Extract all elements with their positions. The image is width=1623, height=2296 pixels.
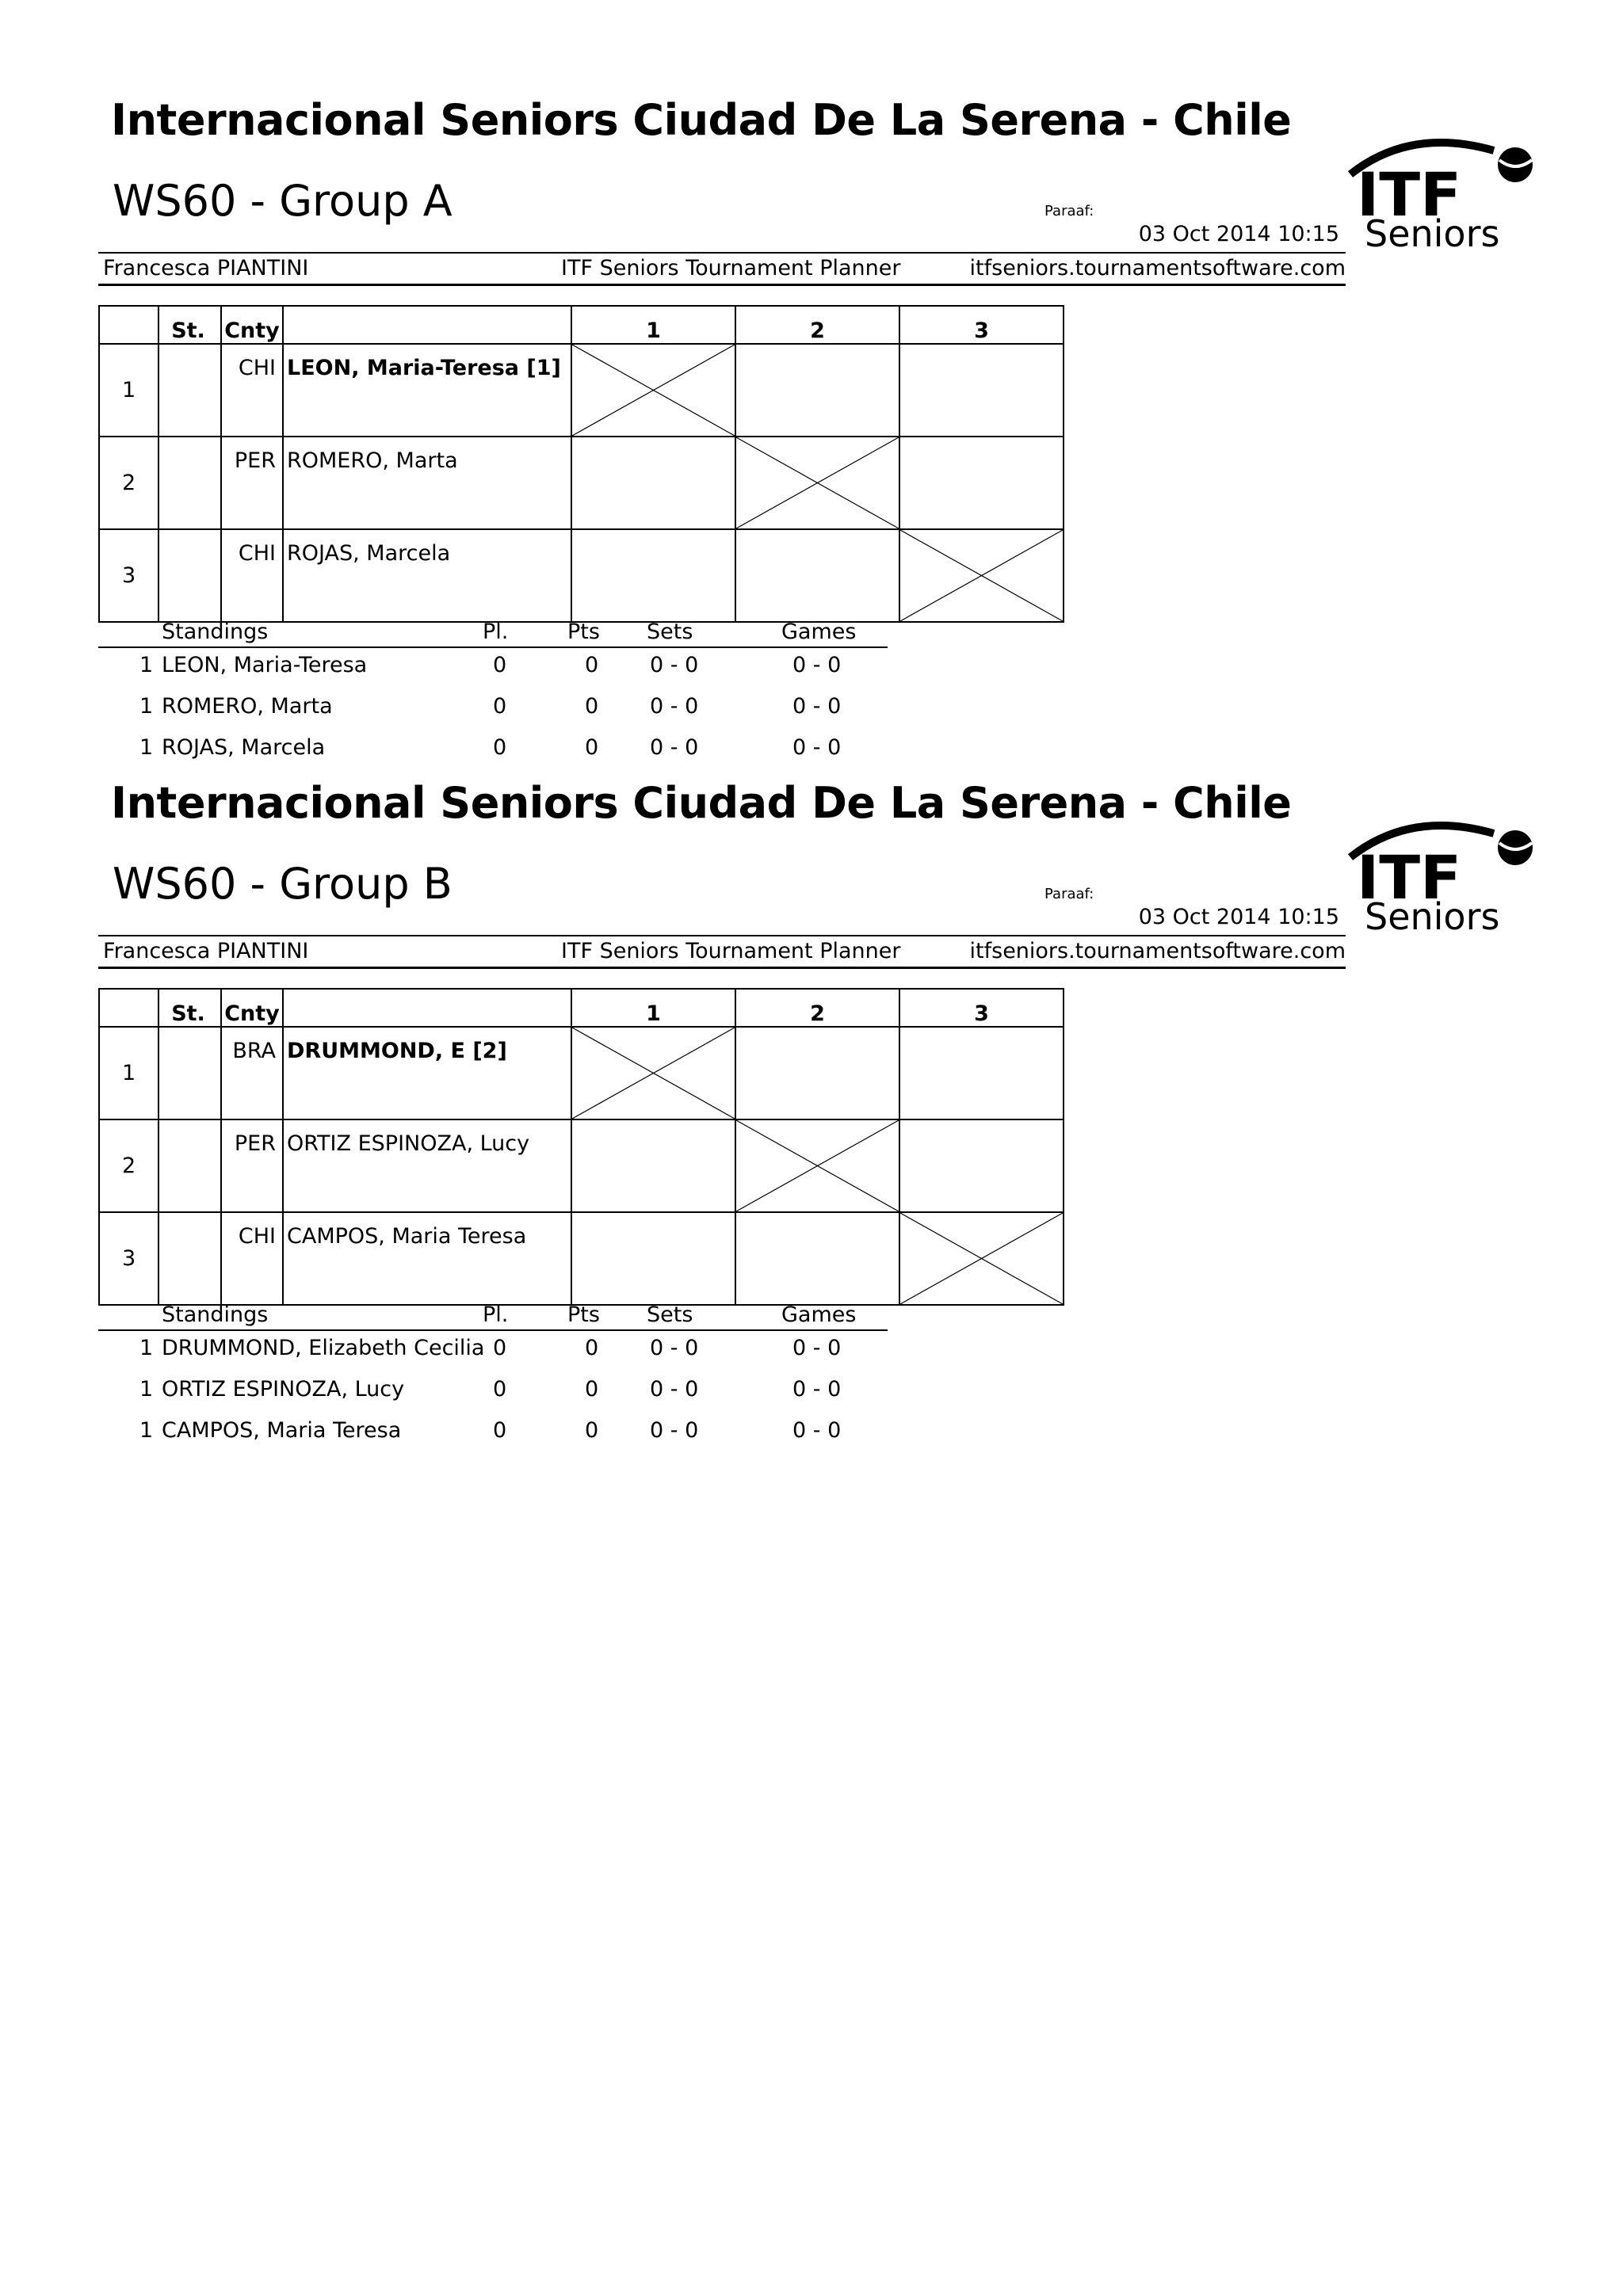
event-title: WS60 - Group B bbox=[113, 859, 453, 909]
referee-name: Francesca PIANTINI bbox=[103, 939, 309, 963]
bye-cell bbox=[571, 344, 735, 437]
player-row bbox=[99, 437, 1064, 529]
logo-text-itf: ITF bbox=[1357, 842, 1462, 913]
standings-header-sets: Sets bbox=[647, 1302, 693, 1327]
standing-played: 0 bbox=[493, 653, 507, 677]
player-country: CHI bbox=[221, 344, 283, 437]
player-country: CHI bbox=[221, 529, 283, 622]
header-player bbox=[283, 306, 571, 344]
group-section bbox=[0, 683, 1623, 1443]
event-title: WS60 - Group A bbox=[113, 176, 453, 226]
player-row bbox=[99, 529, 1064, 622]
planner-name: ITF Seniors Tournament Planner bbox=[561, 256, 901, 280]
result-cell bbox=[735, 529, 899, 622]
tournament-title: Internacional Seniors Ciudad De La Serena - Chile bbox=[111, 95, 1292, 145]
standing-played: 0 bbox=[493, 1336, 507, 1360]
standing-games: 0 - 0 bbox=[792, 1418, 842, 1443]
logo-text-seniors: Seniors bbox=[1365, 212, 1500, 255]
result-cell bbox=[899, 1027, 1064, 1119]
group-section bbox=[0, 0, 1623, 760]
standing-rank: 1 bbox=[139, 653, 154, 677]
logo-text-itf: ITF bbox=[1357, 159, 1462, 230]
standings-header-games: Games bbox=[781, 620, 857, 644]
bye-cell bbox=[899, 529, 1064, 622]
standings-header-played: Pl. bbox=[483, 620, 509, 644]
result-cell bbox=[899, 344, 1064, 437]
player-status bbox=[158, 529, 221, 622]
standing-games: 0 - 0 bbox=[792, 653, 842, 677]
header-col-2: 2 bbox=[735, 306, 899, 344]
standings-header bbox=[98, 618, 888, 648]
bye-cross-icon bbox=[736, 437, 899, 528]
header-country: Cnty bbox=[221, 306, 283, 344]
divider bbox=[98, 284, 1346, 286]
standing-rank: 1 bbox=[139, 1377, 154, 1402]
planner-name: ITF Seniors Tournament Planner bbox=[561, 939, 901, 963]
result-cell bbox=[571, 1119, 735, 1212]
standing-games: 0 - 0 bbox=[792, 735, 842, 760]
bye-cell bbox=[735, 1119, 899, 1212]
standing-points: 0 bbox=[585, 1418, 599, 1443]
bye-cross-icon bbox=[900, 1213, 1063, 1304]
player-status bbox=[158, 344, 221, 437]
header-player bbox=[283, 989, 571, 1027]
standing-played: 0 bbox=[493, 1377, 507, 1402]
result-cell bbox=[571, 529, 735, 622]
player-name: ROMERO, Marta bbox=[283, 437, 571, 529]
header-col-1: 1 bbox=[571, 306, 735, 344]
result-cell bbox=[899, 1119, 1064, 1212]
player-country: BRA bbox=[221, 1027, 283, 1119]
standing-points: 0 bbox=[585, 735, 599, 760]
draw-table bbox=[98, 305, 1064, 623]
player-seed-number: 1 bbox=[99, 1027, 158, 1119]
standings-header-points: Pts bbox=[567, 1302, 600, 1327]
standing-sets: 0 - 0 bbox=[650, 1418, 699, 1443]
standings-header-played: Pl. bbox=[483, 1302, 509, 1327]
player-country: PER bbox=[221, 1119, 283, 1212]
standings-row bbox=[98, 1336, 888, 1367]
standing-sets: 0 - 0 bbox=[650, 653, 699, 677]
player-seed-number: 3 bbox=[99, 1212, 158, 1305]
logo-text-seniors: Seniors bbox=[1365, 895, 1500, 938]
player-status bbox=[158, 1027, 221, 1119]
standings-header-points: Pts bbox=[567, 620, 600, 644]
standings-row bbox=[98, 653, 888, 685]
player-row bbox=[99, 1212, 1064, 1305]
standings-header bbox=[98, 1301, 888, 1331]
bye-cross-icon bbox=[736, 1120, 899, 1211]
standing-name: ROMERO, Marta bbox=[162, 694, 333, 719]
bye-cell bbox=[571, 1027, 735, 1119]
standing-sets: 0 - 0 bbox=[650, 1336, 699, 1360]
standing-name: DRUMMOND, Elizabeth Cecilia bbox=[162, 1336, 485, 1360]
standing-name: LEON, Maria-Teresa bbox=[162, 653, 368, 677]
result-cell bbox=[571, 1212, 735, 1305]
player-seed-number: 3 bbox=[99, 529, 158, 622]
standing-sets: 0 - 0 bbox=[650, 1377, 699, 1402]
standing-name: CAMPOS, Maria Teresa bbox=[162, 1418, 402, 1443]
player-country: CHI bbox=[221, 1212, 283, 1305]
standings-row bbox=[98, 1377, 888, 1409]
header-blank bbox=[99, 989, 158, 1027]
standing-rank: 1 bbox=[139, 1418, 154, 1443]
player-name: DRUMMOND, E [2] bbox=[283, 1027, 571, 1119]
player-row bbox=[99, 1027, 1064, 1119]
player-name: LEON, Maria-Teresa [1] bbox=[283, 344, 571, 437]
header-status: St. bbox=[158, 306, 221, 344]
standing-sets: 0 - 0 bbox=[650, 735, 699, 760]
player-row bbox=[99, 344, 1064, 437]
website-link: itfseniors.tournamentsoftware.com bbox=[969, 256, 1346, 280]
header-col-1: 1 bbox=[571, 989, 735, 1027]
standings-header-label: Standings bbox=[162, 1302, 269, 1327]
standing-rank: 1 bbox=[139, 1336, 154, 1360]
draw-header-row bbox=[99, 989, 1064, 1027]
paraaf-label: Paraaf: bbox=[1044, 203, 1094, 219]
player-seed-number: 1 bbox=[99, 344, 158, 437]
bye-cross-icon bbox=[572, 1028, 735, 1119]
print-datetime: 03 Oct 2014 10:15 bbox=[1138, 905, 1339, 929]
standing-points: 0 bbox=[585, 1336, 599, 1360]
standing-played: 0 bbox=[493, 1418, 507, 1443]
player-name: ORTIZ ESPINOZA, Lucy bbox=[283, 1119, 571, 1212]
website-link: itfseniors.tournamentsoftware.com bbox=[969, 939, 1346, 963]
bye-cell bbox=[899, 1212, 1064, 1305]
header-country: Cnty bbox=[221, 989, 283, 1027]
header-blank bbox=[99, 306, 158, 344]
player-name: CAMPOS, Maria Teresa bbox=[283, 1212, 571, 1305]
bye-cross-icon bbox=[572, 345, 735, 436]
standing-points: 0 bbox=[585, 694, 599, 719]
standing-rank: 1 bbox=[139, 735, 154, 760]
standings-row bbox=[98, 1418, 888, 1450]
divider bbox=[98, 252, 1346, 254]
standing-points: 0 bbox=[585, 653, 599, 677]
header-col-3: 3 bbox=[899, 989, 1064, 1027]
draw-header-row bbox=[99, 306, 1064, 344]
result-cell bbox=[571, 437, 735, 529]
header-col-3: 3 bbox=[899, 306, 1064, 344]
player-status bbox=[158, 437, 221, 529]
standings-header-games: Games bbox=[781, 1302, 857, 1327]
standing-points: 0 bbox=[585, 1377, 599, 1402]
bye-cross-icon bbox=[900, 530, 1063, 621]
standings-header-sets: Sets bbox=[647, 620, 693, 644]
standing-sets: 0 - 0 bbox=[650, 694, 699, 719]
standing-rank: 1 bbox=[139, 694, 154, 719]
standing-games: 0 - 0 bbox=[792, 1377, 842, 1402]
standings-header-label: Standings bbox=[162, 620, 269, 644]
paraaf-label: Paraaf: bbox=[1044, 886, 1094, 902]
referee-name: Francesca PIANTINI bbox=[103, 256, 309, 280]
player-country: PER bbox=[221, 437, 283, 529]
standing-name: ORTIZ ESPINOZA, Lucy bbox=[162, 1377, 405, 1402]
result-cell bbox=[899, 437, 1064, 529]
player-row bbox=[99, 1119, 1064, 1212]
standing-played: 0 bbox=[493, 735, 507, 760]
player-status bbox=[158, 1119, 221, 1212]
standing-games: 0 - 0 bbox=[792, 694, 842, 719]
player-seed-number: 2 bbox=[99, 437, 158, 529]
player-seed-number: 2 bbox=[99, 1119, 158, 1212]
header-col-2: 2 bbox=[735, 989, 899, 1027]
result-cell bbox=[735, 1027, 899, 1119]
result-cell bbox=[735, 344, 899, 437]
player-status bbox=[158, 1212, 221, 1305]
draw-table bbox=[98, 988, 1064, 1306]
divider bbox=[98, 935, 1346, 936]
player-name: ROJAS, Marcela bbox=[283, 529, 571, 622]
result-cell bbox=[735, 1212, 899, 1305]
standing-games: 0 - 0 bbox=[792, 1336, 842, 1360]
print-datetime: 03 Oct 2014 10:15 bbox=[1138, 222, 1339, 246]
tournament-title: Internacional Seniors Ciudad De La Serena - Chile bbox=[111, 778, 1292, 828]
bye-cell bbox=[735, 437, 899, 529]
standing-played: 0 bbox=[493, 694, 507, 719]
standing-name: ROJAS, Marcela bbox=[162, 735, 326, 760]
header-status: St. bbox=[158, 989, 221, 1027]
divider bbox=[98, 967, 1346, 969]
